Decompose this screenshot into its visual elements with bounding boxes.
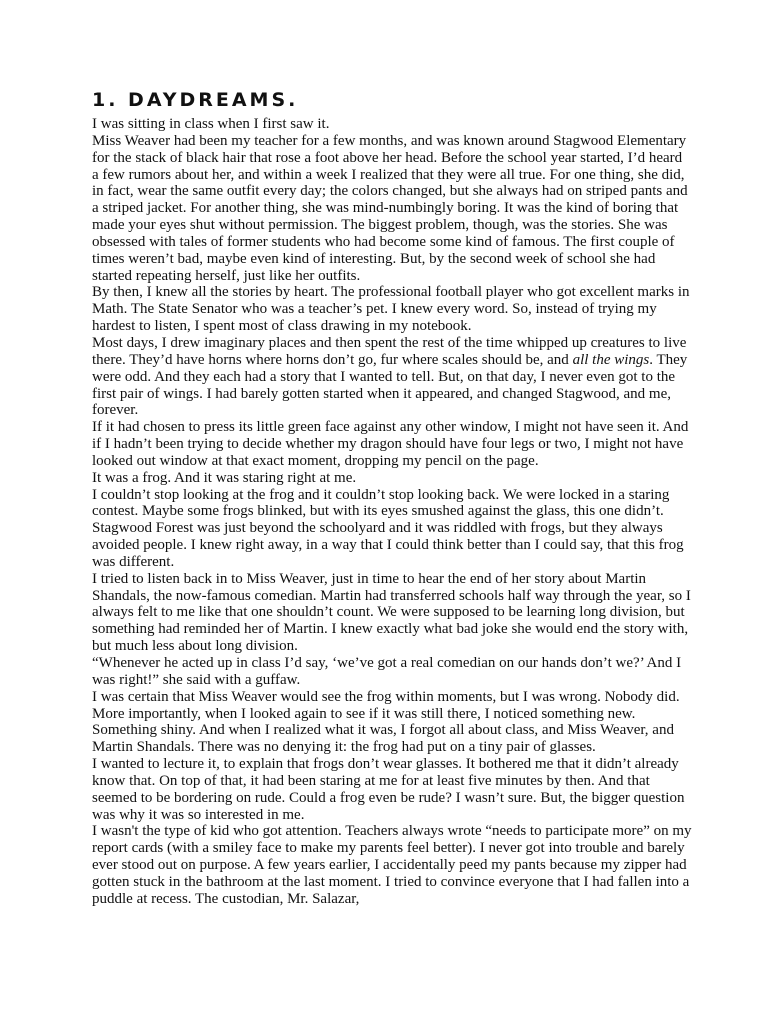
paragraph-text: . They were odd. And they each had a story that I wanted to tell. But, on that day, I never even got to the first pair of wings. I had barely gotten started when it appeared, and changed Stagwood, and me, forever. xyxy=(92,351,688,419)
paragraph-text: Most days, I drew imaginary places and then spent the rest of the time whipped up creatures to live there. They’d have horns where horns don’t go, fur where scales should be, and xyxy=(92,334,687,368)
paragraph xyxy=(92,335,692,419)
paragraph: I wasn't the type of kid who got attention. Teachers always wrote “needs to participate more” on my report cards (with a smiley face to make my parents feel better). I never got into trouble and barely ever stood out on purpose. A few years earlier, I accidentally peed my pants because my zipper had gotten stuck in the bathroom at the last moment. I tried to convince everyone that I had fallen into a puddle at recess. The custodian, Mr. Salazar, xyxy=(92,823,692,907)
document-page xyxy=(92,88,692,908)
paragraph: I wanted to lecture it, to explain that frogs don’t wear glasses. It bothered me that it didn’t already know that. On top of that, it had been staring at me for at least five minutes by then. And that seemed to be bordering on rude. Could a frog even be rude? I wasn’t sure. But, the bigger question was why it was so interested in me. xyxy=(92,756,685,823)
paragraph: I was sitting in class when I first saw it. xyxy=(92,116,330,132)
paragraph: I couldn’t stop looking at the frog and it couldn’t stop looking back. We were locked in a staring contest. Maybe some frogs blinked, but with its eyes smushed against the glass, this one didn’t. Stagwood Forest was just beyond the schoolyard and it was riddled with frogs, but they always avoided people. I knew right away, in a way that I could think better than I could say, that this frog was different. xyxy=(92,486,684,570)
paragraph: “Whenever he acted up in class I’d say, ‘we’ve got a real comedian on our hands don’t we?’ And I was right!” she said with a guffaw. xyxy=(92,655,682,688)
paragraph: I tried to listen back in to Miss Weaver, just in time to hear the end of her story about Martin Shandals, the now-famous comedian. Martin had transferred schools half way through the year, so I always felt to me like that one shouldn’t count. We were supposed to be learning long division, but something had reminded her of Martin. I knew exactly what bad joke she would end the story with, but much less about long division. xyxy=(92,570,691,655)
paragraph-italic-text: all the wings xyxy=(572,351,650,368)
paragraph: Miss Weaver had been my teacher for a few months, and was known around Stagwood Elementary for the stack of black hair that rose a foot above her head. Before the school year started, I’d heard a few rumors about her, and within a week I realized that they were all true. For one thing, she did, in fact, wear the same outfit every day; the colors changed, but she always had on striped pants and a striped jacket. For another thing, she was mind-numbingly boring. It was the kind of boring that made your eyes shut without permission. The biggest problem, though, was the stories. She was obsessed with tales of former students who had become some kind of famous. The first couple of times weren’t bad, maybe even kind of interesting. But, by the second week of school she had started repeating herself, just like her outfits. xyxy=(92,132,688,284)
paragraph: By then, I knew all the stories by heart. The professional football player who got excellent marks in Math. The State Senator who was a teacher’s pet. I knew every word. So, instead of trying my hardest to listen, I spent most of class drawing in my notebook. xyxy=(92,284,690,335)
paragraph: It was a frog. And it was staring right at me. xyxy=(92,469,357,486)
body-text xyxy=(92,116,692,908)
chapter-title: 1. DAYDREAMS. xyxy=(92,89,299,111)
paragraph: I was certain that Miss Weaver would see the frog within moments, but I was wrong. Nobody did. More importantly, when I looked again to see if it was still there, I noticed something new. Something shiny. And when I realized what it was, I forgot all about class, and Miss Weaver, and Martin Shandals. There was no denying it: the frog had put on a tiny pair of glasses. xyxy=(92,688,680,756)
paragraph: If it had chosen to press its little green face against any other window, I might not have seen it. And if I hadn’t been trying to decide whether my dragon should have four legs or two, I might not have looked out window at that exact moment, dropping my pencil on the page. xyxy=(92,419,689,469)
